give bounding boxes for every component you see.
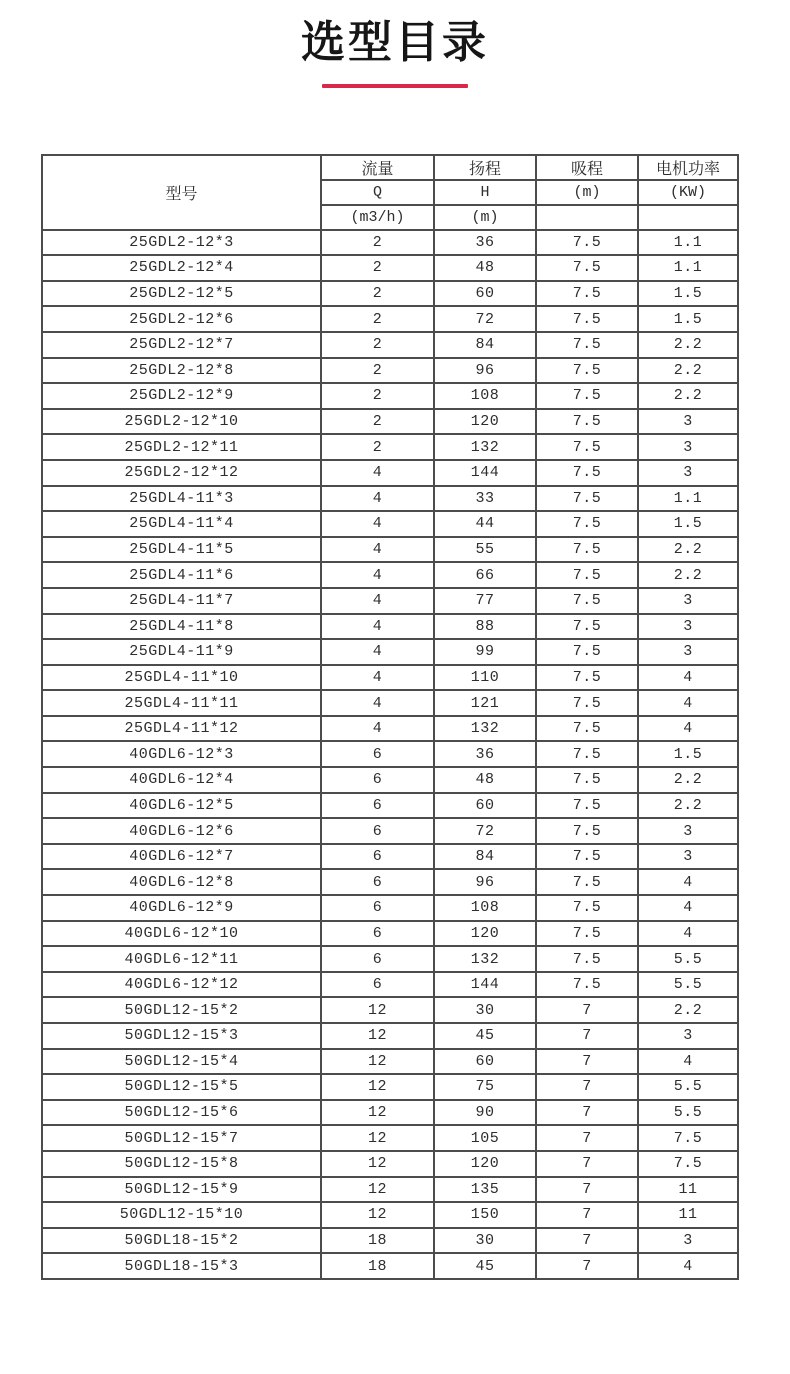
cell-suction: 7.5 bbox=[536, 690, 638, 716]
cell-h: 108 bbox=[434, 895, 536, 921]
cell-power: 5.5 bbox=[638, 1074, 738, 1100]
cell-suction: 7 bbox=[536, 1100, 638, 1126]
cell-h: 84 bbox=[434, 844, 536, 870]
cell-suction: 7.5 bbox=[536, 306, 638, 332]
cell-suction: 7.5 bbox=[536, 741, 638, 767]
cell-model: 50GDL12-15*4 bbox=[42, 1049, 321, 1075]
cell-suction: 7.5 bbox=[536, 486, 638, 512]
table-row bbox=[42, 1100, 738, 1126]
cell-model: 25GDL2-12*8 bbox=[42, 358, 321, 384]
table-row bbox=[42, 1253, 738, 1279]
cell-power: 1.5 bbox=[638, 306, 738, 332]
cell-power: 3 bbox=[638, 1228, 738, 1254]
cell-model: 40GDL6-12*7 bbox=[42, 844, 321, 870]
cell-q: 6 bbox=[321, 741, 434, 767]
cell-q: 12 bbox=[321, 1177, 434, 1203]
cell-q: 12 bbox=[321, 1023, 434, 1049]
table-row bbox=[42, 869, 738, 895]
cell-model: 50GDL12-15*3 bbox=[42, 1023, 321, 1049]
table-row bbox=[42, 665, 738, 691]
cell-power: 5.5 bbox=[638, 1100, 738, 1126]
header-suction-unit: (m) bbox=[536, 180, 638, 205]
header-suction-empty bbox=[536, 205, 638, 230]
cell-suction: 7 bbox=[536, 1125, 638, 1151]
cell-q: 12 bbox=[321, 1125, 434, 1151]
cell-suction: 7 bbox=[536, 1074, 638, 1100]
cell-q: 4 bbox=[321, 460, 434, 486]
table-row bbox=[42, 1228, 738, 1254]
cell-h: 77 bbox=[434, 588, 536, 614]
table-row bbox=[42, 1151, 738, 1177]
table-row bbox=[42, 255, 738, 281]
table-row bbox=[42, 409, 738, 435]
cell-power: 4 bbox=[638, 690, 738, 716]
cell-model: 50GDL12-15*6 bbox=[42, 1100, 321, 1126]
cell-h: 84 bbox=[434, 332, 536, 358]
cell-h: 55 bbox=[434, 537, 536, 563]
cell-model: 40GDL6-12*10 bbox=[42, 921, 321, 947]
cell-model: 25GDL2-12*7 bbox=[42, 332, 321, 358]
cell-suction: 7.5 bbox=[536, 972, 638, 998]
cell-suction: 7.5 bbox=[536, 434, 638, 460]
cell-q: 12 bbox=[321, 997, 434, 1023]
cell-q: 6 bbox=[321, 972, 434, 998]
cell-q: 6 bbox=[321, 844, 434, 870]
cell-power: 1.1 bbox=[638, 486, 738, 512]
header-power-empty bbox=[638, 205, 738, 230]
table-row bbox=[42, 1125, 738, 1151]
cell-model: 25GDL2-12*5 bbox=[42, 281, 321, 307]
cell-suction: 7.5 bbox=[536, 332, 638, 358]
cell-power: 2.2 bbox=[638, 383, 738, 409]
table-row bbox=[42, 716, 738, 742]
cell-model: 25GDL4-11*10 bbox=[42, 665, 321, 691]
cell-h: 45 bbox=[434, 1253, 536, 1279]
table-row bbox=[42, 230, 738, 256]
cell-h: 120 bbox=[434, 409, 536, 435]
header-head-unit: (m) bbox=[434, 205, 536, 230]
cell-power: 2.2 bbox=[638, 537, 738, 563]
cell-suction: 7.5 bbox=[536, 281, 638, 307]
cell-h: 30 bbox=[434, 997, 536, 1023]
cell-h: 60 bbox=[434, 1049, 536, 1075]
table-row bbox=[42, 434, 738, 460]
header-flow-unit: (m3/h) bbox=[321, 205, 434, 230]
cell-suction: 7.5 bbox=[536, 716, 638, 742]
cell-q: 2 bbox=[321, 409, 434, 435]
cell-power: 5.5 bbox=[638, 946, 738, 972]
table-row bbox=[42, 562, 738, 588]
table-row bbox=[42, 1023, 738, 1049]
table-row bbox=[42, 281, 738, 307]
cell-q: 12 bbox=[321, 1074, 434, 1100]
cell-q: 12 bbox=[321, 1202, 434, 1228]
title-underline bbox=[322, 84, 468, 88]
table-row bbox=[42, 383, 738, 409]
cell-suction: 7.5 bbox=[536, 409, 638, 435]
cell-model: 25GDL2-12*6 bbox=[42, 306, 321, 332]
cell-q: 6 bbox=[321, 818, 434, 844]
cell-power: 4 bbox=[638, 1049, 738, 1075]
cell-q: 2 bbox=[321, 281, 434, 307]
cell-model: 50GDL18-15*3 bbox=[42, 1253, 321, 1279]
cell-h: 36 bbox=[434, 741, 536, 767]
cell-suction: 7.5 bbox=[536, 255, 638, 281]
table-header bbox=[42, 155, 738, 230]
cell-model: 25GDL2-12*3 bbox=[42, 230, 321, 256]
cell-h: 96 bbox=[434, 358, 536, 384]
cell-power: 3 bbox=[638, 409, 738, 435]
cell-suction: 7 bbox=[536, 1177, 638, 1203]
cell-h: 144 bbox=[434, 972, 536, 998]
cell-q: 4 bbox=[321, 511, 434, 537]
cell-q: 18 bbox=[321, 1228, 434, 1254]
cell-q: 4 bbox=[321, 588, 434, 614]
cell-power: 5.5 bbox=[638, 972, 738, 998]
cell-h: 33 bbox=[434, 486, 536, 512]
cell-power: 4 bbox=[638, 1253, 738, 1279]
cell-model: 40GDL6-12*11 bbox=[42, 946, 321, 972]
cell-model: 40GDL6-12*5 bbox=[42, 793, 321, 819]
header-suction-name: 吸程 bbox=[536, 155, 638, 180]
cell-model: 40GDL6-12*8 bbox=[42, 869, 321, 895]
table-row bbox=[42, 818, 738, 844]
cell-q: 4 bbox=[321, 665, 434, 691]
cell-q: 6 bbox=[321, 895, 434, 921]
cell-q: 4 bbox=[321, 716, 434, 742]
cell-q: 12 bbox=[321, 1100, 434, 1126]
table-row bbox=[42, 486, 738, 512]
table-row bbox=[42, 997, 738, 1023]
cell-model: 50GDL12-15*8 bbox=[42, 1151, 321, 1177]
cell-power: 1.5 bbox=[638, 281, 738, 307]
cell-power: 3 bbox=[638, 1023, 738, 1049]
cell-h: 120 bbox=[434, 1151, 536, 1177]
cell-power: 3 bbox=[638, 844, 738, 870]
cell-power: 7.5 bbox=[638, 1125, 738, 1151]
cell-model: 25GDL4-11*12 bbox=[42, 716, 321, 742]
cell-power: 7.5 bbox=[638, 1151, 738, 1177]
cell-model: 25GDL4-11*6 bbox=[42, 562, 321, 588]
cell-h: 132 bbox=[434, 716, 536, 742]
cell-h: 60 bbox=[434, 281, 536, 307]
cell-h: 48 bbox=[434, 255, 536, 281]
cell-suction: 7 bbox=[536, 1228, 638, 1254]
cell-h: 36 bbox=[434, 230, 536, 256]
cell-suction: 7.5 bbox=[536, 767, 638, 793]
cell-model: 25GDL4-11*4 bbox=[42, 511, 321, 537]
cell-model: 25GDL2-12*9 bbox=[42, 383, 321, 409]
cell-model: 50GDL12-15*7 bbox=[42, 1125, 321, 1151]
table-row bbox=[42, 639, 738, 665]
cell-h: 44 bbox=[434, 511, 536, 537]
header-flow-symbol: Q bbox=[321, 180, 434, 205]
header-power-unit: (KW) bbox=[638, 180, 738, 205]
cell-model: 50GDL12-15*9 bbox=[42, 1177, 321, 1203]
cell-q: 6 bbox=[321, 793, 434, 819]
cell-suction: 7 bbox=[536, 997, 638, 1023]
table-row bbox=[42, 460, 738, 486]
cell-h: 45 bbox=[434, 1023, 536, 1049]
cell-h: 60 bbox=[434, 793, 536, 819]
cell-power: 1.5 bbox=[638, 511, 738, 537]
cell-model: 25GDL4-11*8 bbox=[42, 614, 321, 640]
table-row bbox=[42, 895, 738, 921]
header-power-name: 电机功率 bbox=[638, 155, 738, 180]
cell-suction: 7.5 bbox=[536, 818, 638, 844]
table-row bbox=[42, 741, 738, 767]
header-head-name: 扬程 bbox=[434, 155, 536, 180]
table-row bbox=[42, 793, 738, 819]
cell-model: 40GDL6-12*12 bbox=[42, 972, 321, 998]
cell-power: 11 bbox=[638, 1202, 738, 1228]
cell-model: 40GDL6-12*6 bbox=[42, 818, 321, 844]
cell-power: 2.2 bbox=[638, 767, 738, 793]
cell-power: 3 bbox=[638, 818, 738, 844]
cell-suction: 7 bbox=[536, 1202, 638, 1228]
cell-suction: 7.5 bbox=[536, 921, 638, 947]
cell-h: 96 bbox=[434, 869, 536, 895]
cell-q: 2 bbox=[321, 383, 434, 409]
cell-h: 110 bbox=[434, 665, 536, 691]
cell-suction: 7.5 bbox=[536, 895, 638, 921]
cell-h: 48 bbox=[434, 767, 536, 793]
table-row bbox=[42, 690, 738, 716]
cell-h: 108 bbox=[434, 383, 536, 409]
cell-q: 4 bbox=[321, 614, 434, 640]
cell-h: 135 bbox=[434, 1177, 536, 1203]
cell-suction: 7.5 bbox=[536, 793, 638, 819]
cell-model: 25GDL4-11*11 bbox=[42, 690, 321, 716]
cell-suction: 7.5 bbox=[536, 844, 638, 870]
table-row bbox=[42, 767, 738, 793]
table-row bbox=[42, 1177, 738, 1203]
cell-h: 120 bbox=[434, 921, 536, 947]
cell-suction: 7.5 bbox=[536, 460, 638, 486]
table-row bbox=[42, 972, 738, 998]
cell-q: 4 bbox=[321, 690, 434, 716]
cell-suction: 7.5 bbox=[536, 562, 638, 588]
cell-model: 40GDL6-12*9 bbox=[42, 895, 321, 921]
cell-q: 6 bbox=[321, 946, 434, 972]
cell-q: 2 bbox=[321, 230, 434, 256]
pump-selection-table bbox=[41, 154, 739, 1280]
cell-h: 72 bbox=[434, 818, 536, 844]
cell-suction: 7.5 bbox=[536, 665, 638, 691]
table-row bbox=[42, 306, 738, 332]
table-row bbox=[42, 844, 738, 870]
cell-q: 2 bbox=[321, 358, 434, 384]
cell-model: 40GDL6-12*3 bbox=[42, 741, 321, 767]
cell-h: 72 bbox=[434, 306, 536, 332]
cell-suction: 7 bbox=[536, 1151, 638, 1177]
table-row bbox=[42, 1202, 738, 1228]
table-row bbox=[42, 511, 738, 537]
cell-suction: 7 bbox=[536, 1049, 638, 1075]
cell-q: 6 bbox=[321, 921, 434, 947]
cell-model: 25GDL4-11*9 bbox=[42, 639, 321, 665]
cell-h: 66 bbox=[434, 562, 536, 588]
cell-h: 132 bbox=[434, 434, 536, 460]
cell-power: 3 bbox=[638, 588, 738, 614]
cell-suction: 7.5 bbox=[536, 383, 638, 409]
cell-q: 4 bbox=[321, 562, 434, 588]
table-row bbox=[42, 946, 738, 972]
cell-q: 2 bbox=[321, 255, 434, 281]
cell-q: 2 bbox=[321, 434, 434, 460]
table-row bbox=[42, 921, 738, 947]
cell-h: 88 bbox=[434, 614, 536, 640]
cell-power: 4 bbox=[638, 716, 738, 742]
cell-suction: 7 bbox=[536, 1023, 638, 1049]
cell-power: 2.2 bbox=[638, 358, 738, 384]
cell-h: 144 bbox=[434, 460, 536, 486]
cell-power: 3 bbox=[638, 460, 738, 486]
cell-q: 18 bbox=[321, 1253, 434, 1279]
cell-power: 2.2 bbox=[638, 562, 738, 588]
cell-power: 3 bbox=[638, 434, 738, 460]
table-row bbox=[42, 1049, 738, 1075]
cell-q: 12 bbox=[321, 1049, 434, 1075]
cell-h: 105 bbox=[434, 1125, 536, 1151]
cell-suction: 7.5 bbox=[536, 639, 638, 665]
cell-suction: 7.5 bbox=[536, 537, 638, 563]
cell-model: 50GDL18-15*2 bbox=[42, 1228, 321, 1254]
cell-model: 25GDL2-12*4 bbox=[42, 255, 321, 281]
cell-q: 4 bbox=[321, 537, 434, 563]
cell-q: 6 bbox=[321, 767, 434, 793]
cell-power: 11 bbox=[638, 1177, 738, 1203]
cell-power: 1.1 bbox=[638, 255, 738, 281]
cell-q: 12 bbox=[321, 1151, 434, 1177]
cell-suction: 7 bbox=[536, 1253, 638, 1279]
cell-power: 4 bbox=[638, 895, 738, 921]
cell-model: 25GDL4-11*5 bbox=[42, 537, 321, 563]
table-row bbox=[42, 537, 738, 563]
cell-suction: 7.5 bbox=[536, 946, 638, 972]
cell-model: 25GDL2-12*10 bbox=[42, 409, 321, 435]
cell-h: 90 bbox=[434, 1100, 536, 1126]
cell-q: 6 bbox=[321, 869, 434, 895]
cell-power: 3 bbox=[638, 614, 738, 640]
cell-model: 40GDL6-12*4 bbox=[42, 767, 321, 793]
cell-power: 1.1 bbox=[638, 230, 738, 256]
cell-q: 2 bbox=[321, 306, 434, 332]
header-model: 型号 bbox=[42, 155, 321, 230]
table-body bbox=[42, 230, 738, 1279]
cell-power: 4 bbox=[638, 869, 738, 895]
cell-h: 150 bbox=[434, 1202, 536, 1228]
cell-power: 2.2 bbox=[638, 793, 738, 819]
cell-power: 3 bbox=[638, 639, 738, 665]
cell-model: 50GDL12-15*10 bbox=[42, 1202, 321, 1228]
cell-h: 99 bbox=[434, 639, 536, 665]
cell-h: 30 bbox=[434, 1228, 536, 1254]
cell-power: 1.5 bbox=[638, 741, 738, 767]
cell-h: 132 bbox=[434, 946, 536, 972]
cell-model: 25GDL4-11*7 bbox=[42, 588, 321, 614]
cell-model: 50GDL12-15*5 bbox=[42, 1074, 321, 1100]
cell-power: 2.2 bbox=[638, 332, 738, 358]
header-flow-name: 流量 bbox=[321, 155, 434, 180]
cell-q: 2 bbox=[321, 332, 434, 358]
cell-suction: 7.5 bbox=[536, 511, 638, 537]
header-head-symbol: H bbox=[434, 180, 536, 205]
cell-model: 25GDL2-12*12 bbox=[42, 460, 321, 486]
cell-q: 4 bbox=[321, 639, 434, 665]
cell-suction: 7.5 bbox=[536, 230, 638, 256]
header-row-names bbox=[42, 155, 738, 180]
table-row bbox=[42, 588, 738, 614]
table-row bbox=[42, 358, 738, 384]
page-title: 选型目录 bbox=[301, 18, 489, 67]
cell-suction: 7.5 bbox=[536, 869, 638, 895]
table-row bbox=[42, 1074, 738, 1100]
table-row bbox=[42, 332, 738, 358]
cell-h: 75 bbox=[434, 1074, 536, 1100]
cell-model: 25GDL4-11*3 bbox=[42, 486, 321, 512]
cell-suction: 7.5 bbox=[536, 614, 638, 640]
cell-h: 121 bbox=[434, 690, 536, 716]
cell-q: 4 bbox=[321, 486, 434, 512]
cell-power: 4 bbox=[638, 665, 738, 691]
cell-suction: 7.5 bbox=[536, 358, 638, 384]
cell-model: 25GDL2-12*11 bbox=[42, 434, 321, 460]
cell-power: 4 bbox=[638, 921, 738, 947]
table-row bbox=[42, 614, 738, 640]
cell-suction: 7.5 bbox=[536, 588, 638, 614]
cell-model: 50GDL12-15*2 bbox=[42, 997, 321, 1023]
cell-power: 2.2 bbox=[638, 997, 738, 1023]
